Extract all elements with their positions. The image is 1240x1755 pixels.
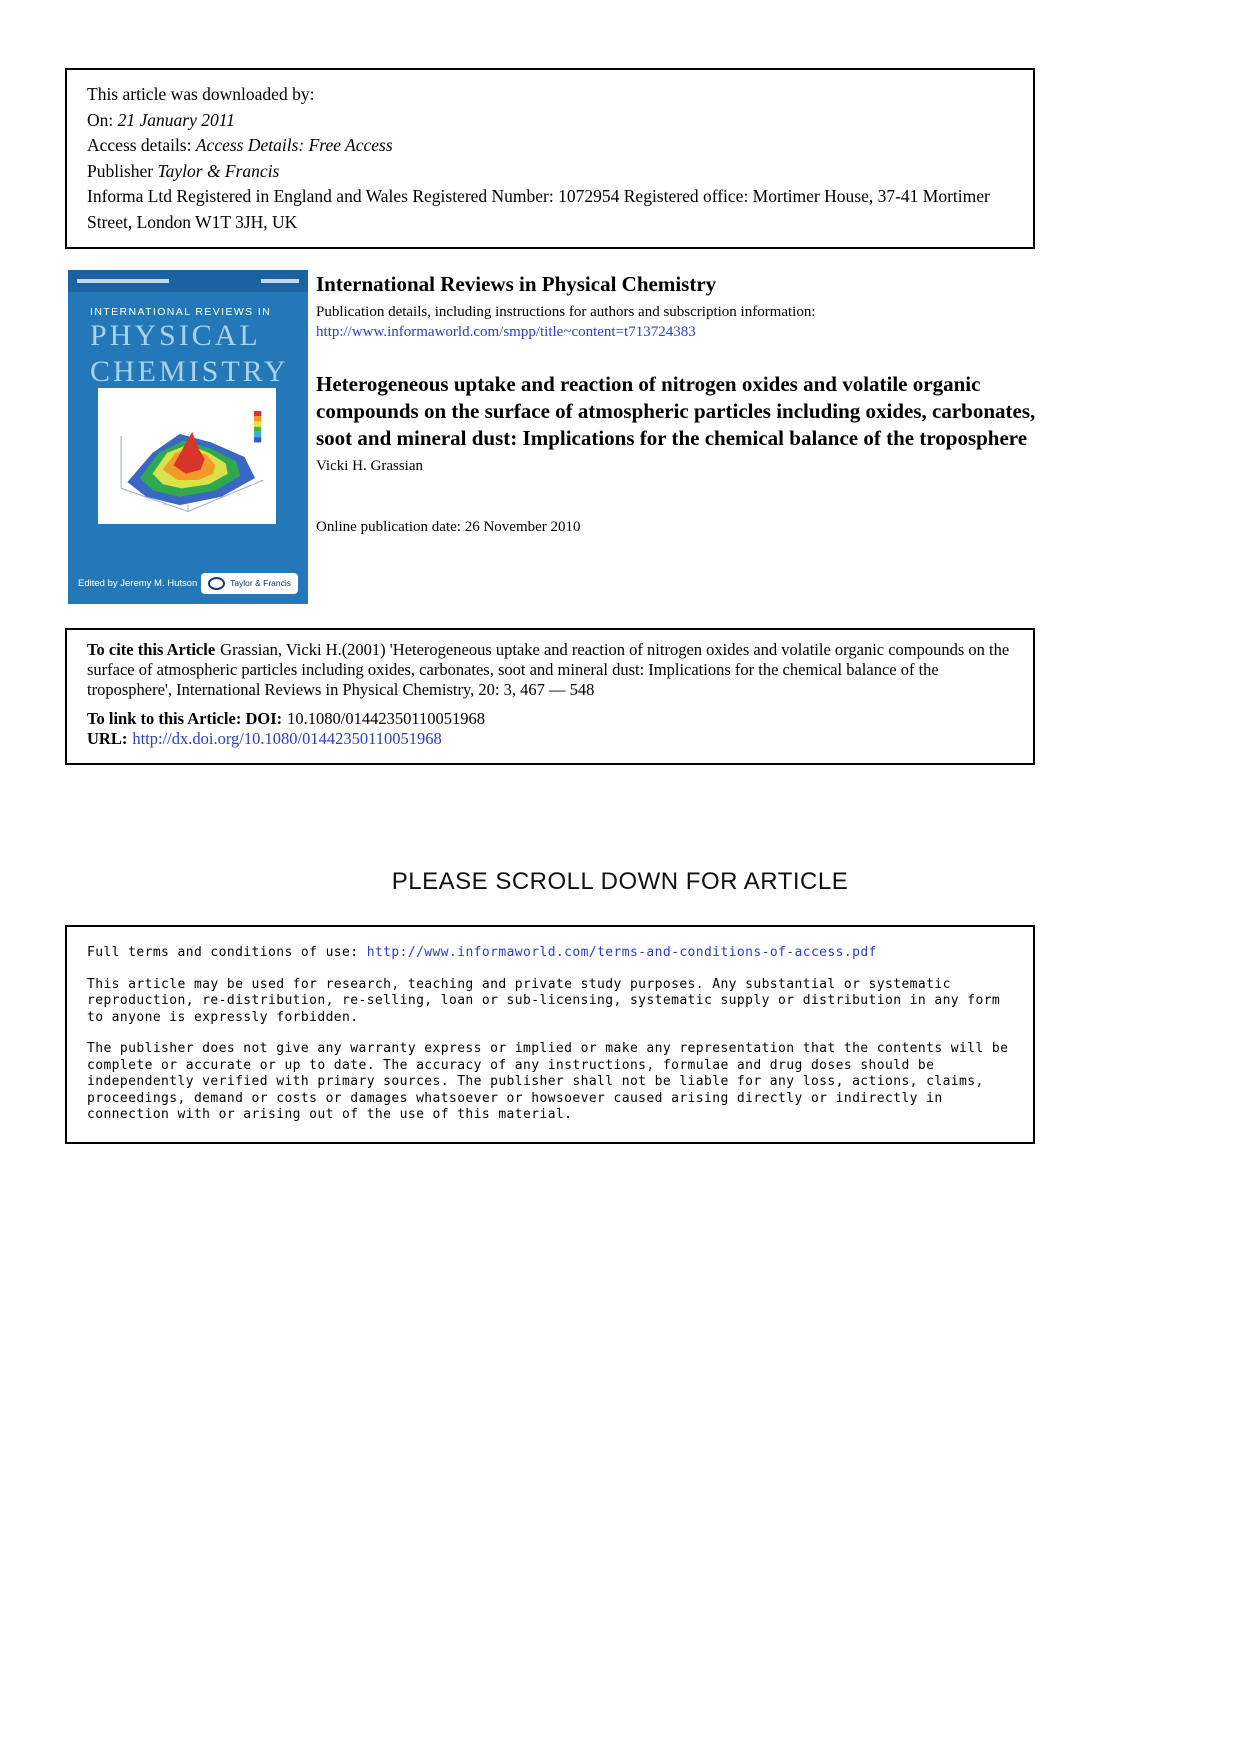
- cite-text: Grassian, Vicki H.(2001) 'Heterogeneous uptake and reaction of nitrogen oxides and volatile organic compounds on the surface of atmospheric particles including oxides, carbonates, soot and mineral dust: Implications for the chemical balance of the troposphere', International Reviews in Physical Chemistry, 20: 3, 467 — 548: [87, 640, 1010, 699]
- publisher-value: Taylor & Francis: [157, 160, 280, 181]
- colorbar-legend: [254, 411, 261, 442]
- access-value: Access Details: Free Access: [195, 135, 393, 155]
- cover-edited-by: Edited by Jeremy M. Hutson: [78, 578, 198, 589]
- taylor-francis-icon: [208, 577, 225, 590]
- url-line: [87, 729, 1013, 749]
- access-label: Access details:: [87, 135, 196, 155]
- full-terms-line: [87, 945, 1013, 962]
- cover-top-strip: [68, 270, 308, 292]
- journal-title: International Reviews in Physical Chemistry: [316, 272, 717, 296]
- terms-box: [65, 925, 1035, 1144]
- doi-label: To link to this Article: DOI:: [87, 709, 283, 728]
- article-url-link[interactable]: http://dx.doi.org/10.1080/01442350110051968: [132, 729, 442, 748]
- cover-title-physical: PHYSICAL: [90, 319, 261, 352]
- taylor-francis-logo: [201, 573, 298, 594]
- doi-value: 10.1080/01442350110051968: [287, 709, 485, 728]
- download-info-box: [65, 68, 1035, 249]
- downloaded-by-text: This article was downloaded by:: [87, 84, 315, 104]
- cover-title-chemistry: CHEMISTRY: [90, 355, 289, 388]
- taylor-francis-logo-text: Taylor & Francis: [230, 577, 291, 588]
- cover-series-title: INTERNATIONAL REVIEWS IN: [90, 306, 272, 318]
- cover-footer: [68, 573, 308, 594]
- journal-info: [316, 272, 1038, 536]
- terms-paragraph-2: The publisher does not give any warranty express or implied or make any representation that the contents will be complete or accurate or up to date. The accuracy of any instructions, formulae and drug doses should be independently verified with primary sources. The publisher shall not be liable for any loss, actions, claims, proceedings, demand or costs or damages whatsoever or howsoever caused arising directly or indirectly in connection with or arising out of the use of this material.: [87, 1041, 1009, 1122]
- full-terms-label: Full terms and conditions of use:: [87, 945, 367, 960]
- scroll-banner: PLEASE SCROLL DOWN FOR ARTICLE: [391, 868, 849, 895]
- doi-line: [87, 709, 1013, 729]
- publisher-label: Publisher: [87, 160, 158, 181]
- journal-cover: [68, 270, 308, 604]
- cover-volume-meta: [77, 279, 169, 283]
- informa-registration-line: Informa Ltd Registered in England and Wales Registered Number: 1072954 Registered office: Mortimer House, 37-41 Mortimer Street, London W1T 3JH, UK: [87, 186, 990, 232]
- terms-url-link[interactable]: http://www.informaworld.com/terms-and-conditions-of-access.pdf: [366, 945, 877, 960]
- publisher-line: [87, 159, 1013, 185]
- cover-issn-meta: [261, 279, 299, 283]
- on-label: On:: [87, 109, 118, 130]
- cover-figure-panel: [98, 388, 276, 524]
- on-value: 21 January 2011: [117, 109, 235, 130]
- article-author: Vicki H. Grassian: [316, 458, 423, 474]
- url-label: URL:: [87, 729, 128, 748]
- journal-url-link[interactable]: http://www.informaworld.com/smpp/title~content=t713724383: [316, 324, 696, 340]
- cite-label: To cite this Article: [87, 640, 216, 659]
- surface-plot-figure: [98, 388, 276, 524]
- citation-paragraph: [87, 640, 1013, 700]
- terms-paragraph-1: This article may be used for research, teaching and private study purposes. Any substantial or systematic reproduction, re-distribution, re-selling, loan or sub-licensing, systematic supply or distribution in any form to anyone is expressly forbidden.: [87, 976, 1001, 1025]
- download-date-line: [87, 108, 1013, 134]
- online-publication-date: Online publication date: 26 November 2010: [316, 519, 581, 535]
- article-title: Heterogeneous uptake and reaction of nitrogen oxides and volatile organic compounds on the surface of atmospheric particles including oxides, carbonates, soot and mineral dust: Implications for the chemical balance of the troposphere: [316, 372, 1036, 450]
- downloaded-by-line: [87, 82, 1013, 108]
- publication-details: Publication details, including instructions for authors and subscription information:: [316, 304, 816, 320]
- access-details-line: [87, 133, 1013, 159]
- citation-box: [65, 628, 1035, 765]
